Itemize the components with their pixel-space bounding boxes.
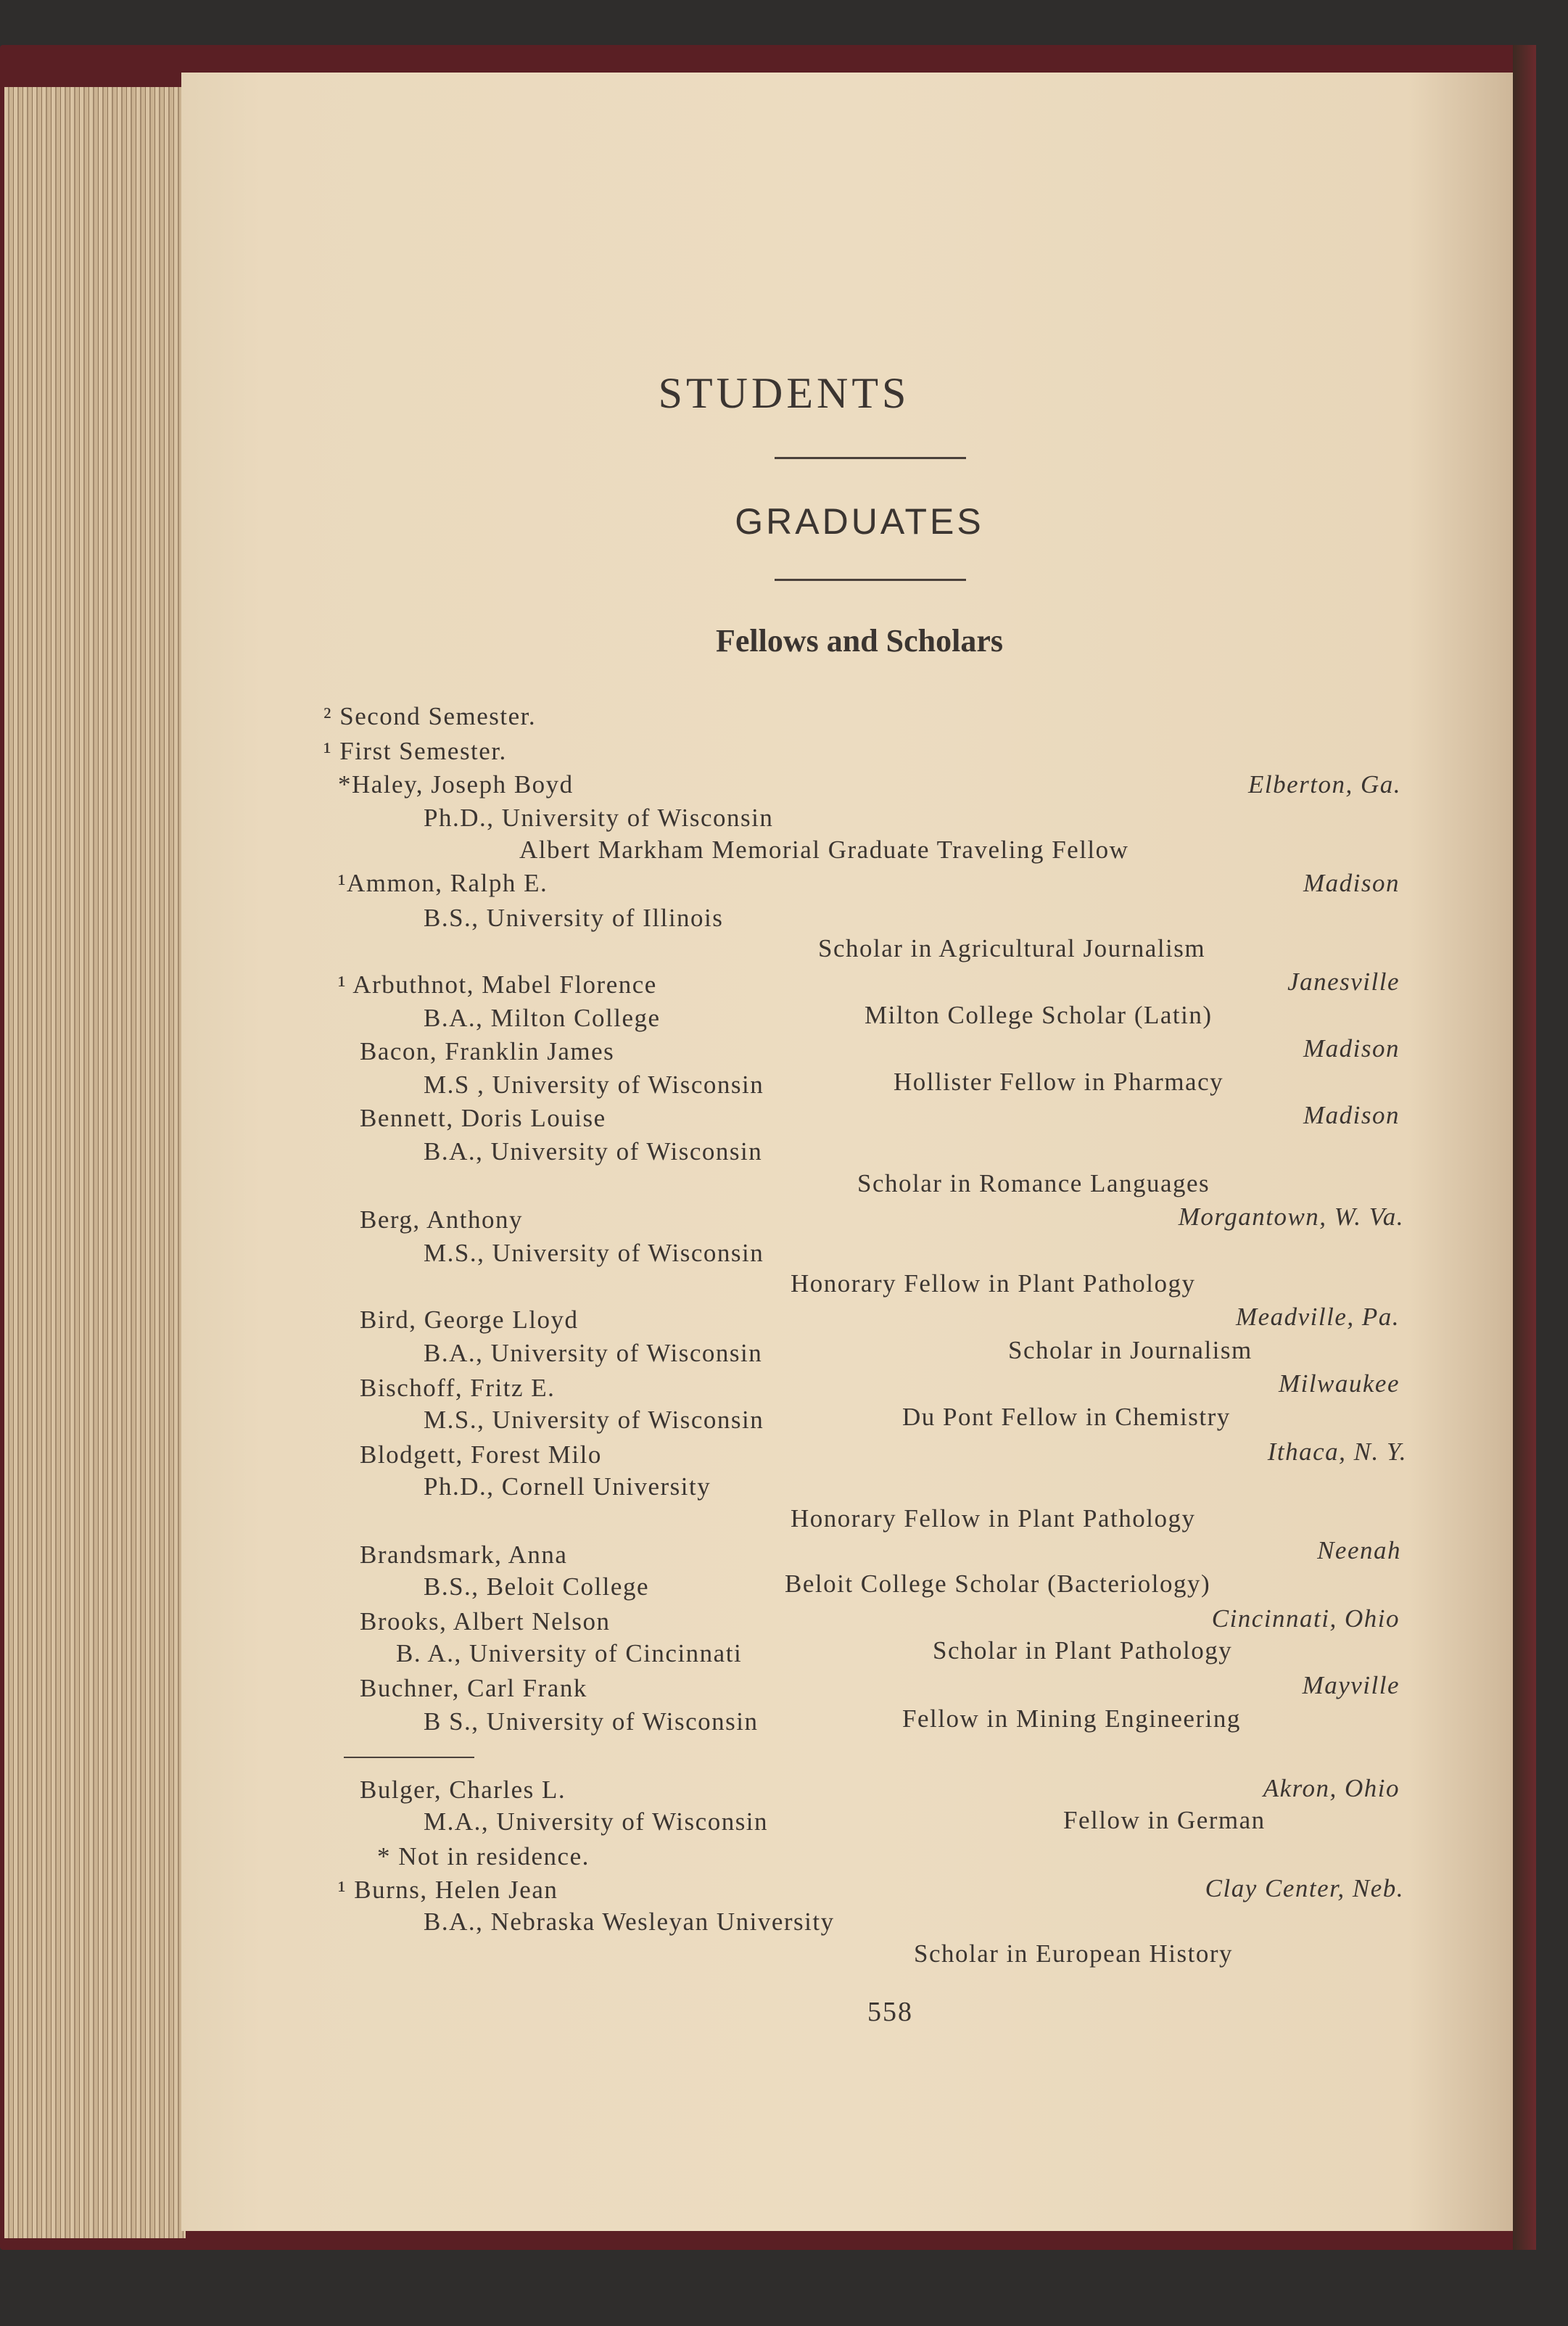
entry-name: Blodgett, Forest Milo: [360, 1440, 602, 1469]
entry-name: *Haley, Joseph Boyd: [338, 770, 574, 799]
entry-award: Scholar in Plant Pathology: [933, 1636, 1233, 1665]
entry-award: Du Pont Fellow in Chemistry: [902, 1403, 1231, 1431]
title-rule: [775, 457, 966, 459]
entry-name: Brooks, Albert Nelson: [360, 1607, 611, 1636]
entry-degree: M.A., University of Wisconsin: [424, 1807, 769, 1836]
entry-award: Milton College Scholar (Latin): [865, 1001, 1213, 1029]
page-title: STUDENTS: [658, 369, 910, 417]
entry-place: Clay Center, Neb.: [1205, 1874, 1404, 1902]
entry-degree: M.S , University of Wisconsin: [424, 1071, 764, 1099]
entry-place: Madison: [1303, 1101, 1400, 1129]
entry-award: Scholar in Romance Languages: [857, 1169, 1210, 1197]
entry-degree: Ph.D., Cornell University: [424, 1472, 711, 1501]
book-spine-edge: [1513, 45, 1536, 2250]
note-not-in-residence: * Not in residence.: [377, 1842, 590, 1871]
entry-degree: B. A., University of Cincinnati: [396, 1639, 743, 1667]
page-subtitle: GRADUATES: [735, 501, 984, 542]
entry-place: Mayville: [1302, 1671, 1400, 1699]
entry-degree: Ph.D., University of Wisconsin: [424, 804, 774, 832]
entry-award: Honorary Fellow in Plant Pathology: [791, 1504, 1196, 1533]
entry-place: Morgantown, W. Va.: [1178, 1203, 1404, 1231]
entry-name: ¹ Arbuthnot, Mabel Florence: [338, 970, 657, 999]
entry-name: Bischoff, Fritz E.: [360, 1374, 556, 1402]
entry-place: Madison: [1303, 869, 1400, 897]
entry-degree: M.S., University of Wisconsin: [424, 1239, 764, 1267]
entry-name: Berg, Anthony: [360, 1205, 523, 1234]
subtitle-rule: [775, 579, 966, 581]
section-heading: Fellows and Scholars: [715, 623, 1004, 659]
entry-degree: B.A., University of Wisconsin: [424, 1339, 763, 1367]
entry-place: Akron, Ohio: [1263, 1774, 1400, 1802]
entry-award: Honorary Fellow in Plant Pathology: [791, 1269, 1196, 1298]
entry-award: Albert Markham Memorial Graduate Traveling Fellow: [519, 836, 1129, 864]
entry-name: Bennett, Doris Louise: [360, 1104, 606, 1132]
entry-award: Scholar in Journalism: [1008, 1336, 1253, 1364]
entry-place: Cincinnati, Ohio: [1211, 1604, 1400, 1633]
entry-degree: M.S., University of Wisconsin: [424, 1406, 764, 1434]
entry-name: ¹Ammon, Ralph E.: [338, 869, 548, 897]
entry-award: Fellow in Mining Engineering: [902, 1704, 1241, 1733]
entry-award: Beloit College Scholar (Bacteriology): [785, 1570, 1211, 1598]
entry-award: Hollister Fellow in Pharmacy: [894, 1068, 1224, 1096]
entry-name: Buchner, Carl Frank: [360, 1674, 587, 1702]
entry-name: ¹ Burns, Helen Jean: [338, 1876, 558, 1904]
entry-name: Brandsmark, Anna: [360, 1541, 568, 1569]
entry-name: Bird, George Lloyd: [360, 1306, 579, 1334]
entry-award: Scholar in European History: [914, 1939, 1233, 1968]
page-number: 558: [867, 1997, 913, 2027]
entry-name: Bacon, Franklin James: [360, 1037, 615, 1065]
entry-place: Madison: [1303, 1034, 1400, 1063]
entry-degree: B.A., Milton College: [424, 1004, 661, 1032]
entry-place: Elberton, Ga.: [1247, 770, 1401, 799]
entry-degree: B S., University of Wisconsin: [424, 1707, 759, 1736]
entry-name: Bulger, Charles L.: [360, 1776, 566, 1804]
entry-place: Neenah: [1317, 1536, 1401, 1564]
footnote-rule: [344, 1757, 474, 1758]
entry-degree: B.A., Nebraska Wesleyan University: [424, 1908, 835, 1936]
note-second-semester: ² Second Semester.: [323, 702, 537, 730]
entry-degree: B.S., Beloit College: [424, 1572, 649, 1601]
entry-place: Ithaca, N. Y.: [1267, 1438, 1407, 1466]
entry-degree: B.S., University of Illinois: [424, 904, 724, 932]
entry-place: Milwaukee: [1278, 1369, 1400, 1398]
entry-place: Meadville, Pa.: [1235, 1303, 1400, 1331]
note-first-semester: ¹ First Semester.: [323, 737, 507, 765]
entry-place: Janesville: [1287, 968, 1400, 996]
entry-award: Fellow in German: [1063, 1806, 1266, 1834]
entry-degree: B.A., University of Wisconsin: [424, 1137, 763, 1166]
entry-award: Scholar in Agricultural Journalism: [818, 934, 1206, 962]
